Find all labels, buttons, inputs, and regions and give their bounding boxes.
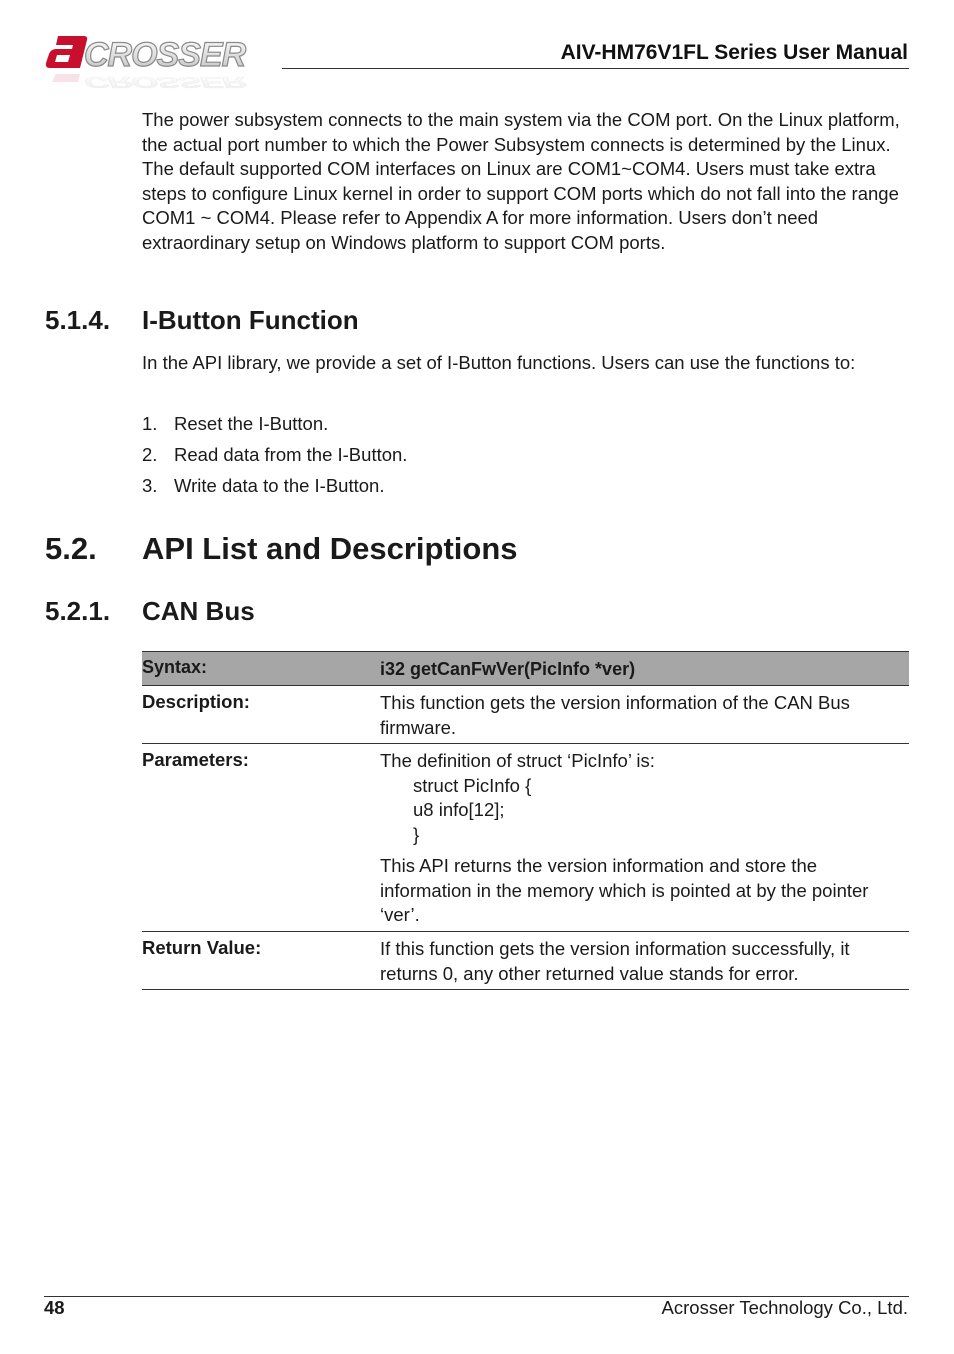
svg-text:CROSSER: CROSSER (84, 73, 246, 91)
code-line: } (413, 823, 420, 845)
section-heading-5-1-4 (45, 305, 359, 336)
parameters-note: This API returns the version information and store the information in the memory which is pointed at by the pointer ‘ver’. (380, 855, 869, 925)
section-title: CAN Bus (142, 596, 255, 626)
header-divider (282, 68, 909, 69)
company-name: Acrosser Technology Co., Ltd. (661, 1297, 908, 1318)
syntax-value: i32 getCanFwVer(PicInfo *ver) (380, 659, 636, 679)
page-number: 48 (44, 1297, 65, 1318)
description-label: Description: (142, 691, 250, 712)
code-line: struct PicInfo { (413, 774, 532, 796)
section-number: 5.2. (45, 531, 97, 566)
return-value: If this function gets the version information successfully, it returns 0, any other returned value stands for error. (380, 938, 850, 984)
section-title: API List and Descriptions (142, 531, 518, 566)
section-heading-5-2 (45, 531, 518, 567)
syntax-label: Syntax: (142, 657, 208, 677)
section-title: I-Button Function (142, 305, 359, 335)
api-description-table (142, 651, 909, 990)
parameters-intro: The definition of struct ‘PicInfo’ is: (380, 750, 655, 771)
section-heading-5-2-1 (45, 596, 255, 627)
return-label: Return Value: (142, 937, 262, 958)
parameters-label: Parameters: (142, 749, 249, 770)
intro-paragraph: The power subsystem connects to the main system via the COM port. On the Linux platform, the actual port number to which the Power Subsystem connects is determined by the Linux. The default supported COM interfaces on Linux are COM1~COM4. Users must take extra steps to configure Linux kernel in order to support COM ports which do not fall into the range COM1 ~ COM4. Please refer to Appendix A for more information. Users don’t need extraordinary setup on Windows platform to support COM ports. (142, 109, 900, 253)
description-row (142, 686, 909, 744)
description-value: This function gets the version information of the CAN Bus firmware. (380, 692, 850, 738)
svg-text:CROSSER: CROSSER (84, 36, 246, 74)
section-number: 5.2.1. (45, 596, 111, 626)
parameters-value (380, 749, 907, 928)
list-item: 1. Reset the I-Button. (142, 413, 329, 434)
ibutton-paragraph: In the API library, we provide a set of I-Button functions. Users can use the functions to: (142, 352, 856, 373)
syntax-row (142, 651, 909, 686)
list-item: 2. Read data from the I-Button. (142, 444, 408, 465)
section-number: 5.1.4. (45, 305, 111, 335)
manual-title: AIV-HM76V1FL Series User Manual (560, 41, 908, 64)
return-value-row (142, 932, 909, 990)
code-line: u8 info[12]; (413, 799, 505, 820)
parameters-row (142, 744, 909, 932)
list-item: 3. Write data to the I-Button. (142, 475, 385, 496)
acrosser-logo (44, 30, 276, 96)
